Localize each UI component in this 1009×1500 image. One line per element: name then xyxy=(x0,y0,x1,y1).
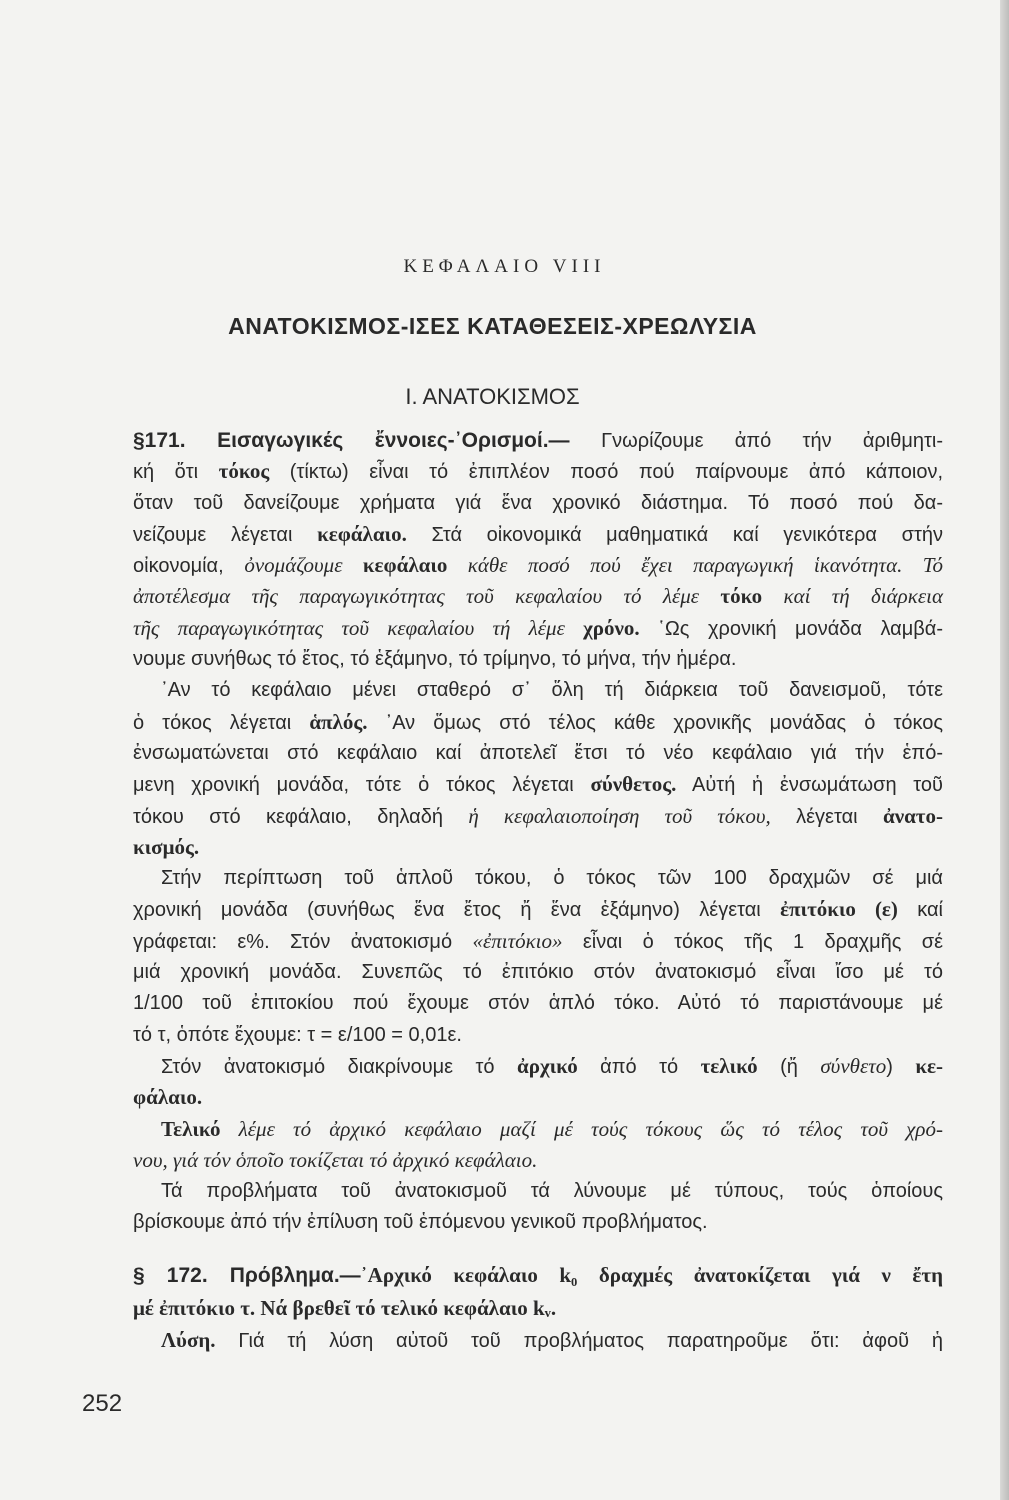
text-run: ὅταν τοῦ δανείζουμε χρήματα γιά ἕνα χρονικό διάστημα. Τό ποσό πού δα- xyxy=(133,491,943,514)
bold-text-run: τελικό xyxy=(700,1053,758,1078)
text-line xyxy=(133,456,943,487)
text-line xyxy=(133,894,943,925)
bold-text-run: φάλαιο. xyxy=(133,1085,203,1110)
text-line xyxy=(133,738,943,769)
bold-text-run: § 172. Πρόβλημα.— xyxy=(133,1264,361,1287)
italic-text-run: νου, γιά τόν ὁποῖο τοκίζεται τό ἀρχικό κεφάλαιο. xyxy=(133,1147,538,1172)
italic-text-run: σύνθετο xyxy=(820,1053,887,1078)
text-line xyxy=(133,644,943,675)
text-line xyxy=(133,1207,943,1238)
bold-text-run: τόκος xyxy=(218,459,270,484)
text-run: βρίσκουμε ἀπό τήν ἐπίλυση τοῦ ἑπόμενου γενικοῦ προβλήματος. xyxy=(133,1211,708,1234)
bold-text-run: μέ ἐπιτόκιο τ. Νά βρεθεῖ τό τελικό κεφάλαιο kᵥ. xyxy=(133,1295,557,1320)
text-line xyxy=(133,1145,943,1176)
text-line xyxy=(133,613,943,644)
text-run: οἰκονομία, xyxy=(133,555,245,578)
text-run: λέγεται xyxy=(770,805,883,828)
text-line xyxy=(133,1082,943,1113)
bold-text-run: τόκο xyxy=(720,584,763,609)
bold-text-run: ἀνατο- xyxy=(882,803,943,828)
section-172-body xyxy=(133,1259,943,1357)
text-run: 1/100 τοῦ ἐπιτοκίου πού ἔχουμε στόν ἁπλό τόκο. Αὐτό τό παριστάνουμε μέ xyxy=(133,992,943,1015)
text-run: (τίκτω) εἶναι τό ἐπιπλέον ποσό πού παίρνουμε ἀπό κάποιον, xyxy=(269,461,944,484)
text-line xyxy=(133,988,943,1019)
text-run: μιά χρονική μονάδα. Συνεπῶς τό ἐπιτόκιο στόν ἀνατοκισμό εἶναι ἴσο μέ τό xyxy=(133,961,943,984)
text-line xyxy=(133,675,943,706)
italic-text-run: ὀνομάζουμε xyxy=(244,553,363,578)
text-line xyxy=(133,1051,943,1082)
text-run: νείζουμε λέγεται xyxy=(133,523,318,546)
text-run: Γνωρίζουμε ἀπό τήν ἀριθμητι- xyxy=(601,430,944,452)
bold-text-run: κεφάλαιο xyxy=(362,553,448,578)
bold-text-run: κε- xyxy=(915,1053,943,1078)
bold-text-run: κισμός. xyxy=(133,834,200,859)
text-line xyxy=(133,957,943,988)
text-line xyxy=(133,863,943,894)
text-run: ὁ τόκος λέγεται xyxy=(133,711,310,734)
italic-text-run: ἀποτέλεσμα τῆς παραγωγικότητας τοῦ κεφαλαίου τό λέμε xyxy=(133,584,721,609)
italic-text-run: τῆς παραγωγικότητας τοῦ κεφαλαίου τή λέμε xyxy=(133,615,584,640)
text-line xyxy=(133,926,943,957)
page-number: 252 xyxy=(82,1390,123,1417)
text-line xyxy=(133,581,943,612)
text-run: Στήν περίπτωση τοῦ ἁπλοῦ τόκου, ὁ τόκος τῶν 100 δραχμῶν σέ μιά xyxy=(161,867,943,890)
text-run: τό τ, ὁπότε ἔχουμε: τ = ε/100 = 0,01ε. xyxy=(133,1023,462,1046)
text-line xyxy=(133,769,943,800)
text-run: Αὐτή ἡ ἐνσωμάτωση τοῦ xyxy=(676,774,943,797)
italic-text-run: «ἐπιτόκιο» xyxy=(472,928,563,953)
bold-text-run: §171. Εισαγωγικές ἔννοιες-᾽Ορισμοί.— xyxy=(133,429,602,452)
text-line xyxy=(133,519,943,550)
text-run: τόκου στό κεφάλαιο, δηλαδή xyxy=(133,805,469,828)
text-line xyxy=(133,1114,943,1145)
bold-text-run: ἁπλός. xyxy=(309,709,368,734)
bold-text-run: ἐπιτόκιο (ε) xyxy=(780,897,898,922)
text-run: Γιά τή λύση αὐτοῦ τοῦ προβλήματος παρατηροῦμε ὅτι: ἀφοῦ ἡ xyxy=(215,1330,943,1352)
text-run: κή ὅτι xyxy=(133,461,219,484)
text-line xyxy=(133,488,943,519)
text-line xyxy=(133,1176,943,1207)
text-line xyxy=(133,1324,943,1357)
bold-text-run: χρόνο. xyxy=(583,615,640,640)
bold-text-run: σύνθετος. xyxy=(590,772,677,797)
bold-text-run: κεφάλαιο. xyxy=(317,521,407,546)
chapter-heading: ΚΕΦΑΛΑΙΟ VIII xyxy=(403,256,606,277)
text-run: Στά οἰκονομικά μαθηματικά καί γενικότερα στήν xyxy=(406,523,943,546)
italic-text-run: κάθε ποσό πού ἔχει παραγωγική ἱκανότητα. Τό xyxy=(447,553,943,578)
section-subtitle: Ι. ΑΝΑΤΟΚΙΣΜΟΣ xyxy=(405,384,580,409)
page-edge xyxy=(1000,0,1009,1500)
text-run: ᾽Αν ὅμως στό τέλος κάθε χρονικῆς μονάδας ὁ τόκος xyxy=(367,711,943,734)
text-run: ἀπό τό xyxy=(577,1055,701,1078)
text-run: γράφεται: ε%. Στόν ἀνατοκισμό xyxy=(133,930,473,953)
text-run: καί xyxy=(897,899,944,922)
text-run: ) xyxy=(886,1055,916,1078)
text-run: (ἤ xyxy=(757,1055,821,1078)
section-171-body xyxy=(133,425,943,1239)
bold-text-run: ᾽Αρχικό κεφάλαιο k₀ δραχμές ἀνατοκίζεται γιά ν ἔτη xyxy=(360,1263,943,1287)
bold-text-run: Λύση. xyxy=(161,1328,216,1352)
text-run: ῾Ως χρονική μονάδα λαμβά- xyxy=(639,617,943,640)
bold-text-run: ἀρχικό xyxy=(517,1053,578,1078)
text-run: Τά προβλήματα τοῦ ἀνατοκισμοῦ τά λύνουμε μέ τύπους, τούς ὁποίους xyxy=(161,1180,943,1203)
text-run: χρονική μονάδα (συνήθως ἕνα ἔτος ἤ ἕνα ἑξάμηνο) λέγεται xyxy=(133,899,781,922)
text-run: εἶναι ὁ τόκος τῆς 1 δραχμῆς σέ xyxy=(562,930,943,953)
text-run: ᾽Αν τό κεφάλαιο μένει σταθερό σ᾽ ὅλη τή διάρκεια τοῦ δανεισμοῦ, τότε xyxy=(161,679,943,702)
text-run: Στόν ἀνατοκισμό διακρίνουμε τό xyxy=(161,1055,517,1078)
text-line xyxy=(133,801,943,832)
text-line xyxy=(133,1259,943,1292)
text-run: νουμε συνήθως τό ἔτος, τό ἑξάμηνο, τό τρίμηνο, τό μήνα, τήν ἡμέρα. xyxy=(133,648,737,671)
text-line xyxy=(133,1020,943,1051)
text-line xyxy=(133,707,943,738)
bold-text-run: Τελικό xyxy=(161,1116,221,1141)
italic-text-run: ἡ κεφαλαιοποίηση τοῦ τόκου, xyxy=(468,803,771,828)
text-line xyxy=(133,1292,943,1325)
text-run: ἐνσωματώνεται στό κεφάλαιο καί ἀποτελεῖ ἔτσι τό νέο κεφάλαιο γιά τήν ἑπό- xyxy=(133,741,943,764)
text-line xyxy=(133,425,943,456)
italic-text-run: λέμε τό ἀρχικό κεφάλαιο μαζί μέ τούς τόκους ὥς τό τέλος τοῦ χρό- xyxy=(220,1116,943,1141)
text-line xyxy=(133,832,943,863)
italic-text-run: καί τή διάρκεια xyxy=(762,584,943,609)
chapter-title: ΑΝΑΤΟΚΙΣΜΟΣ-ΙΣΕΣ ΚΑΤΑΘΕΣΕΙΣ-ΧΡΕΩΛΥΣΙΑ xyxy=(228,313,757,339)
text-run: μενη χρονική μονάδα, τότε ὁ τόκος λέγεται xyxy=(133,774,591,797)
text-line xyxy=(133,550,943,581)
